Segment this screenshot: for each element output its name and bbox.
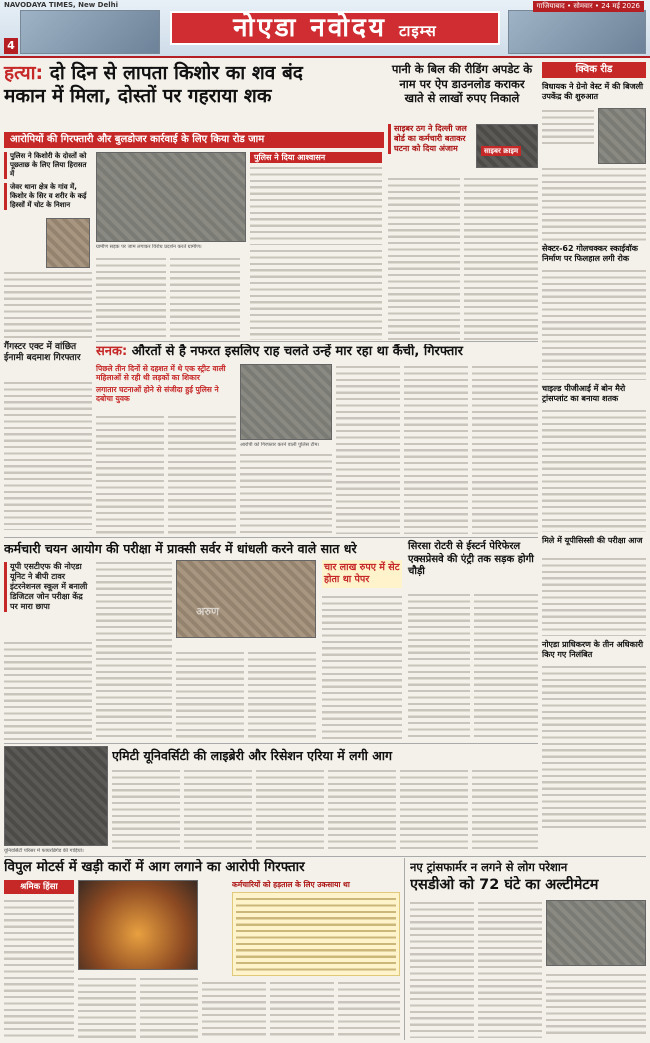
assault-bullet-2: लगातार घटनाओं होने से संजीदा हुई पुलिस ने दबोचा युवक	[96, 385, 219, 403]
assault-caption: आरोपी को गिरफ्तार करने वाली पुलिस टीम।	[240, 442, 320, 448]
assault-text-col3	[240, 452, 332, 534]
vipul-subhead: कर्मचारियों को हड़ताल के लिए उकसाया था	[232, 880, 350, 889]
amity-caption: यूनिवर्सिटी परिसर में फायरब्रिगेड की गाड़ियां।	[4, 848, 84, 854]
exam-text-col2	[96, 560, 172, 740]
quick-read-item-2: सेक्टर-62 गोलचक्कर स्काईवॉक निर्माण पर फिलहाल लगी रोक	[542, 244, 638, 263]
assault-bullets	[96, 364, 236, 403]
lead-text-col3	[170, 256, 240, 340]
amity-fire-photo	[4, 746, 108, 846]
water-bill-text-col2	[464, 176, 538, 340]
road-text-col1	[408, 592, 470, 740]
divider-4	[4, 856, 646, 857]
quick-read-text-4	[542, 556, 646, 636]
lead-text-col2	[96, 256, 166, 340]
gangster-headline: गैंगस्टर एक्ट में वांछित ईनामी बदमाश गिरफ्तार	[4, 342, 81, 363]
assault-police-photo	[240, 364, 332, 440]
quick-read-photo-1	[598, 108, 646, 164]
edition-label: NAVODAYA TIMES, New Delhi	[4, 1, 118, 9]
exam-headline: कर्मचारी चयन आयोग की परीक्षा में प्राक्सी सर्वर में धांधली करने वाले सात धरे	[4, 541, 357, 556]
exam-watermark: अरुण	[196, 605, 219, 618]
assault-text-col1	[96, 414, 164, 534]
masthead-skyline-left	[20, 10, 160, 54]
gangster-text	[4, 380, 92, 530]
transformer-photo	[546, 900, 646, 966]
assault-text-col2	[168, 414, 236, 534]
divider-2	[4, 537, 538, 538]
transformer-text-col1	[410, 900, 474, 1038]
transformer-headline-2: एसडीओ को 72 घंटे का अल्टीमेटम	[410, 877, 599, 893]
quick-read-item-3: चाइल्ड पीजीआई में बोन मैरो ट्रांसप्लांट का बनाया शतक	[542, 384, 626, 403]
water-bill-text-col1	[388, 176, 460, 340]
amity-text-col2	[184, 768, 252, 852]
quick-read-text-5	[542, 664, 646, 830]
vipul-text-col1	[4, 898, 74, 1038]
lead-text-col4	[250, 248, 382, 340]
amity-text-col5	[400, 768, 468, 852]
road-text-col2	[474, 592, 538, 740]
protest-box-text	[250, 165, 382, 245]
lead-text-col1	[4, 270, 92, 340]
lead-strap: आरोपियों की गिरफ्तारी और बुलडोजर कार्रवाई के लिए किया रोड जाम	[4, 132, 384, 148]
masthead-title-suffix: टाइम्स	[398, 22, 437, 40]
masthead-title	[170, 11, 500, 45]
quick-read-label: क्विक रीड	[542, 62, 646, 78]
masthead-title-main: नोएडा नवोदय	[233, 13, 387, 43]
exam-text-col1	[4, 640, 92, 740]
lead-bullet-2: जेवर थाना क्षेत्र के गांव में, किशोर के सिर व शरीर के कई हिस्सों में चोट के निशान	[4, 183, 92, 210]
amity-text-col3	[256, 768, 324, 852]
amity-text-col4	[328, 768, 396, 852]
masthead-skyline-right	[508, 10, 646, 54]
assault-headline	[96, 344, 538, 360]
vipul-headline: विपुल मोटर्स में खड़ी कारों में आग लगाने का आरोपी गिरफ्तार	[4, 859, 305, 875]
exam-accused-photo	[176, 560, 316, 638]
water-bill-subhead: साइबर ठग ने दिल्ली जल बोर्ड का कर्मचारी बताकर घटना को दिया अंजाम	[388, 124, 472, 154]
exam-sidebar: यूपी एसटीएफ की नोएडा यूनिट ने बीपी टावर इंटरनेशनल स्कूल में बनाली डिजिटल जोन परीक्षा केंद्र पर मारा छापा	[4, 562, 92, 612]
road-headline: सिरसा रोटरी से ईस्टर्न पेरिफेरल एक्सप्रेसवे की एंट्री तक सड़क होगी चौड़ी	[408, 541, 534, 577]
lead-kicker: हत्या:	[4, 62, 44, 84]
protest-photo-caption: ग्रामीण सड़क पर जाम लगाकर विरोध प्रदर्शन करते ग्रामीण।	[96, 244, 202, 250]
amity-headline: एमिटी यूनिवर्सिटी की लाइब्रेरी और रिसेशन एरिया में लगी आग	[112, 748, 393, 763]
transformer-headline-1: नए ट्रांसफार्मर न लगने से लोग परेशान	[410, 860, 568, 874]
exam-callout: चार लाख रुपए में सेट होता था पेपर	[322, 560, 402, 588]
assault-headline-text: औरतों से है नफरत इसलिए राह चलते उन्हें मार रहा था कैंची, गिरफ्तार	[131, 344, 463, 359]
divider-1	[96, 341, 538, 342]
divider-5	[404, 858, 405, 1040]
protest-box-label: पुलिस ने दिया आश्वासन	[250, 152, 382, 163]
exam-text-col3	[176, 650, 244, 740]
assault-kicker: सनक:	[96, 344, 128, 359]
vipul-text-col5	[270, 980, 334, 1038]
victim-photo	[46, 218, 90, 268]
vipul-highlight-box	[232, 892, 400, 976]
vipul-text-col3	[140, 976, 198, 1038]
lead-headline-1: दो दिन से लापता किशोर का शव बंद	[49, 62, 303, 84]
vipul-text-col4	[202, 980, 266, 1038]
amity-text-col1	[112, 768, 180, 852]
quick-read-item-1: विधायक ने ग्रेनो वेस्ट में की बिजली उपकेंद्र की शुरुआत	[542, 82, 644, 101]
quick-read-text-3	[542, 408, 646, 532]
exam-text-col4	[248, 650, 316, 740]
quick-read-text-2	[542, 268, 646, 380]
quick-read-text-1b	[542, 166, 646, 242]
cyber-crime-badge: साइबर क्राइम	[481, 146, 521, 156]
protest-photo	[96, 152, 246, 242]
assault-text-col6	[472, 364, 538, 534]
quick-read-text-1	[542, 108, 594, 148]
assault-text-col4	[336, 364, 400, 534]
issue-date: गाजियाबाद • सोमवार • 24 मई 2026	[533, 1, 644, 12]
page-number: 4	[4, 38, 18, 54]
vipul-highlight-text	[236, 896, 396, 972]
lead-bullet-1: पुलिस ने किशोरी के दोस्तों को पूछताछ के लिए लिया हिरासत में	[4, 152, 92, 179]
vipul-tag: श्रमिक हिंसा	[4, 880, 74, 894]
vipul-fire-photo	[78, 880, 198, 970]
quick-read-item-5: नोएडा प्राधिकरण के तीन अधिकारी किए गए निलंबित	[542, 640, 644, 659]
vipul-text-col6	[338, 980, 400, 1038]
exam-callout-text	[322, 594, 402, 740]
amity-text-col6	[472, 768, 538, 852]
lead-headline-2: मकान में मिला, दोस्तों पर गहराया शक	[4, 85, 272, 107]
assault-bullet-1: पिछले तीन दिनों से दहशत में थे एक स्ट्रीट वाली महिलाओं से रही थी लड़कों का शिकार	[96, 364, 226, 382]
vipul-text-col2	[78, 976, 136, 1038]
quick-read-item-4: मिले में यूपीसिस्सी की परीक्षा आज	[542, 536, 643, 545]
water-bill-headline: पानी के बिल की रीडिंग अपडेट के नाम पर ऐप डाउनलोड कराकर खाते से लाखों रुपए निकाले	[391, 62, 533, 105]
masthead	[0, 0, 650, 58]
lead-headline	[4, 62, 384, 130]
transformer-text-col3	[546, 972, 646, 1038]
assault-text-col5	[404, 364, 468, 534]
divider-3	[4, 743, 538, 744]
transformer-text-col2	[478, 900, 542, 1038]
